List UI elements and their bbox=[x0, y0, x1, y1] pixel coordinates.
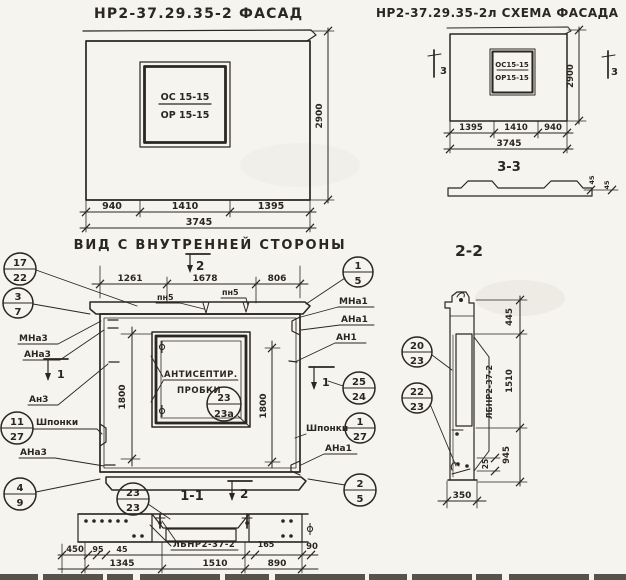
svg-text:24: 24 bbox=[352, 392, 366, 403]
svg-text:45: 45 bbox=[603, 180, 611, 190]
svg-text:23: 23 bbox=[410, 356, 424, 367]
label-an3 bbox=[28, 364, 108, 405]
svg-text:1800: 1800 bbox=[259, 393, 269, 419]
sec11-right-block bbox=[249, 514, 302, 542]
scheme-drawing bbox=[376, 6, 619, 260]
dim-1678: 1678 bbox=[192, 274, 218, 284]
scheme-window-frame-inner bbox=[493, 52, 533, 93]
section-1-1-label: 1-1 bbox=[180, 489, 204, 504]
svg-text:5: 5 bbox=[354, 276, 362, 287]
dim-90: 90 bbox=[306, 542, 318, 552]
plug-symbol-top bbox=[159, 341, 164, 353]
svg-text:5: 5 bbox=[356, 494, 364, 505]
svg-text:4: 4 bbox=[16, 483, 24, 494]
callout-25-24 bbox=[328, 372, 375, 404]
dim-1800-right bbox=[259, 341, 280, 468]
svg-text:25: 25 bbox=[352, 377, 366, 388]
svg-text:Шпонки: Шпонки bbox=[36, 418, 79, 428]
svg-text:АНа1: АНа1 bbox=[341, 315, 368, 325]
label-an1 bbox=[297, 333, 366, 361]
svg-text:23: 23 bbox=[126, 488, 140, 499]
svg-text:1: 1 bbox=[322, 376, 330, 389]
pn5-hatches bbox=[203, 302, 249, 313]
dim-45: 45 bbox=[116, 545, 128, 554]
dim-1395: 1395 bbox=[257, 201, 285, 212]
svg-text:1: 1 bbox=[57, 368, 65, 381]
sec22-dim-25 bbox=[477, 454, 500, 475]
svg-text:АН1: АН1 bbox=[336, 333, 357, 343]
plug-symbol-end bbox=[307, 523, 312, 535]
svg-text:АНа1: АНа1 bbox=[325, 444, 352, 454]
dim-1345: 1345 bbox=[109, 559, 135, 569]
section-3-mark-right bbox=[602, 51, 618, 78]
label-shponki-right bbox=[295, 424, 348, 438]
svg-text:3: 3 bbox=[611, 67, 618, 78]
svg-text:АНа3: АНа3 bbox=[20, 448, 47, 458]
svg-text:17: 17 bbox=[13, 258, 27, 269]
label-shponki-left bbox=[33, 418, 102, 434]
section-2-mark-top bbox=[186, 254, 210, 273]
label-ana1 bbox=[301, 315, 374, 330]
dim-1800-left bbox=[118, 327, 152, 466]
dim-450: 450 bbox=[66, 545, 84, 555]
svg-text:2: 2 bbox=[240, 487, 249, 501]
label-ana1-b bbox=[301, 444, 357, 465]
label-ana3-b bbox=[19, 448, 104, 466]
sec11-left-block bbox=[78, 514, 152, 542]
facade-top-strip bbox=[83, 30, 316, 41]
callout-11-27 bbox=[1, 412, 33, 444]
sec22-anchor-hook bbox=[457, 293, 464, 297]
svg-text:27: 27 bbox=[353, 432, 367, 443]
pn5-label-a bbox=[156, 293, 204, 309]
dim-940: 940 bbox=[544, 123, 562, 133]
facade-drawing bbox=[80, 6, 334, 232]
section-1-mark-right bbox=[309, 367, 334, 390]
callout-4-9 bbox=[4, 478, 100, 510]
facade-window-mark-bottom: ОР 15-15 bbox=[160, 110, 210, 121]
pn5-label-b bbox=[221, 288, 248, 306]
dim-1410: 1410 bbox=[504, 123, 528, 133]
dim-1395: 1395 bbox=[459, 123, 483, 133]
dim-1261: 1261 bbox=[117, 274, 143, 284]
dim-1510: 1510 bbox=[202, 559, 228, 569]
svg-text:1: 1 bbox=[356, 417, 364, 428]
section-2-mark-bottom bbox=[228, 481, 252, 501]
section-2-2-label: 2-2 bbox=[455, 242, 484, 260]
callout-20-23 bbox=[402, 337, 452, 370]
svg-text:20: 20 bbox=[410, 341, 424, 352]
svg-text:2: 2 bbox=[356, 479, 364, 490]
sec22-window-block bbox=[456, 334, 472, 426]
dim-940: 940 bbox=[102, 201, 122, 212]
dim-806: 806 bbox=[267, 274, 287, 284]
svg-text:ПРОБКИ: ПРОБКИ bbox=[177, 386, 222, 396]
section-2-2-drawing bbox=[438, 292, 527, 508]
svg-text:23: 23 bbox=[410, 402, 424, 413]
svg-text:7: 7 bbox=[14, 307, 22, 318]
dim-1410: 1410 bbox=[171, 201, 199, 212]
dim-2900: 2900 bbox=[566, 64, 576, 88]
svg-text:Ан3: Ан3 bbox=[29, 395, 49, 405]
svg-text:23: 23 bbox=[126, 503, 140, 514]
svg-text:2: 2 bbox=[196, 259, 205, 273]
svg-text:ЛБНР2-37-2: ЛБНР2-37-2 bbox=[172, 540, 236, 550]
dim-890: 890 bbox=[267, 559, 287, 569]
svg-text:27: 27 bbox=[10, 432, 24, 443]
key-notch-left bbox=[100, 424, 106, 446]
scheme-top-strip bbox=[447, 27, 571, 34]
scheme-window-mark-top: ОС15-15 bbox=[495, 61, 529, 69]
facade-window-mark-top: ОС 15-15 bbox=[160, 92, 210, 103]
callout-1-27 bbox=[345, 413, 375, 443]
dim-1510v: 1510 bbox=[505, 369, 515, 393]
scheme-window-frame bbox=[490, 49, 535, 95]
svg-text:25: 25 bbox=[481, 458, 490, 470]
svg-text:350: 350 bbox=[452, 491, 472, 501]
dim-945: 945 bbox=[502, 446, 512, 464]
dim-3745: 3745 bbox=[496, 139, 522, 149]
plug-symbol-bottom bbox=[159, 405, 164, 417]
sec11-rebar-marks bbox=[155, 514, 252, 528]
svg-text:МНа3: МНа3 bbox=[19, 334, 48, 344]
scheme-window-mark-bottom: ОР15-15 bbox=[495, 74, 529, 82]
dim-3745: 3745 bbox=[185, 217, 213, 228]
svg-text:23: 23 bbox=[217, 393, 231, 404]
svg-text:пн5: пн5 bbox=[222, 288, 239, 297]
dim-445: 445 bbox=[505, 308, 515, 326]
scheme-bottom-dims bbox=[444, 121, 573, 153]
svg-text:3: 3 bbox=[14, 292, 22, 303]
sec22-top-detail bbox=[445, 292, 474, 332]
sec22-beam-label: ЛБНР2-37-2 bbox=[485, 364, 494, 420]
sec11-window-recess bbox=[152, 514, 249, 528]
sec11-beam-label bbox=[150, 521, 238, 550]
sec22-bottom-detail bbox=[448, 430, 477, 480]
section-1-1-drawing bbox=[58, 514, 318, 573]
scheme-title: НР2-37.29.35-2л СХЕМА ФАСАДА bbox=[376, 6, 619, 20]
sec22-anchor-dot bbox=[459, 298, 463, 302]
svg-text:11: 11 bbox=[10, 417, 24, 428]
dim-95: 95 bbox=[92, 545, 104, 554]
callout-22-23 bbox=[402, 383, 456, 466]
svg-text:1800: 1800 bbox=[118, 384, 128, 410]
svg-text:МНа1: МНа1 bbox=[339, 297, 368, 307]
scheme-height-dim bbox=[566, 26, 586, 125]
callout-2-5 bbox=[308, 474, 376, 506]
sec22-dim-350 bbox=[438, 481, 486, 508]
profile-small-dims bbox=[584, 175, 618, 194]
dim-165: 165 bbox=[257, 540, 275, 549]
inner-view-drawing bbox=[18, 237, 374, 504]
svg-text:пн5: пн5 bbox=[157, 293, 174, 302]
svg-text:Шпонки: Шпонки bbox=[306, 424, 349, 434]
section-3-3-profile bbox=[448, 181, 592, 196]
inner-view-title: ВИД С ВНУТРЕННЕЙ СТОРОНЫ bbox=[73, 238, 347, 253]
svg-text:АНТИСЕПТИР.: АНТИСЕПТИР. bbox=[164, 370, 238, 380]
section-3-mark-left bbox=[428, 50, 447, 77]
svg-text:3: 3 bbox=[440, 66, 447, 77]
section-3-3-label: 3-3 bbox=[497, 160, 521, 175]
svg-text:1: 1 bbox=[354, 261, 362, 272]
facade-title: НР2-37.29.35-2 ФАСАД bbox=[94, 6, 304, 22]
svg-text:45: 45 bbox=[588, 175, 596, 185]
dim-2900: 2900 bbox=[315, 103, 325, 129]
svg-text:22: 22 bbox=[410, 387, 424, 398]
svg-text:22: 22 bbox=[13, 273, 27, 284]
svg-text:9: 9 bbox=[16, 498, 24, 509]
facade-bottom-dims bbox=[80, 200, 316, 232]
section-1-mark-left bbox=[44, 359, 68, 381]
callout-3-7 bbox=[3, 288, 90, 318]
svg-text:АНа3: АНа3 bbox=[24, 350, 51, 360]
svg-text:23а: 23а bbox=[214, 409, 234, 420]
